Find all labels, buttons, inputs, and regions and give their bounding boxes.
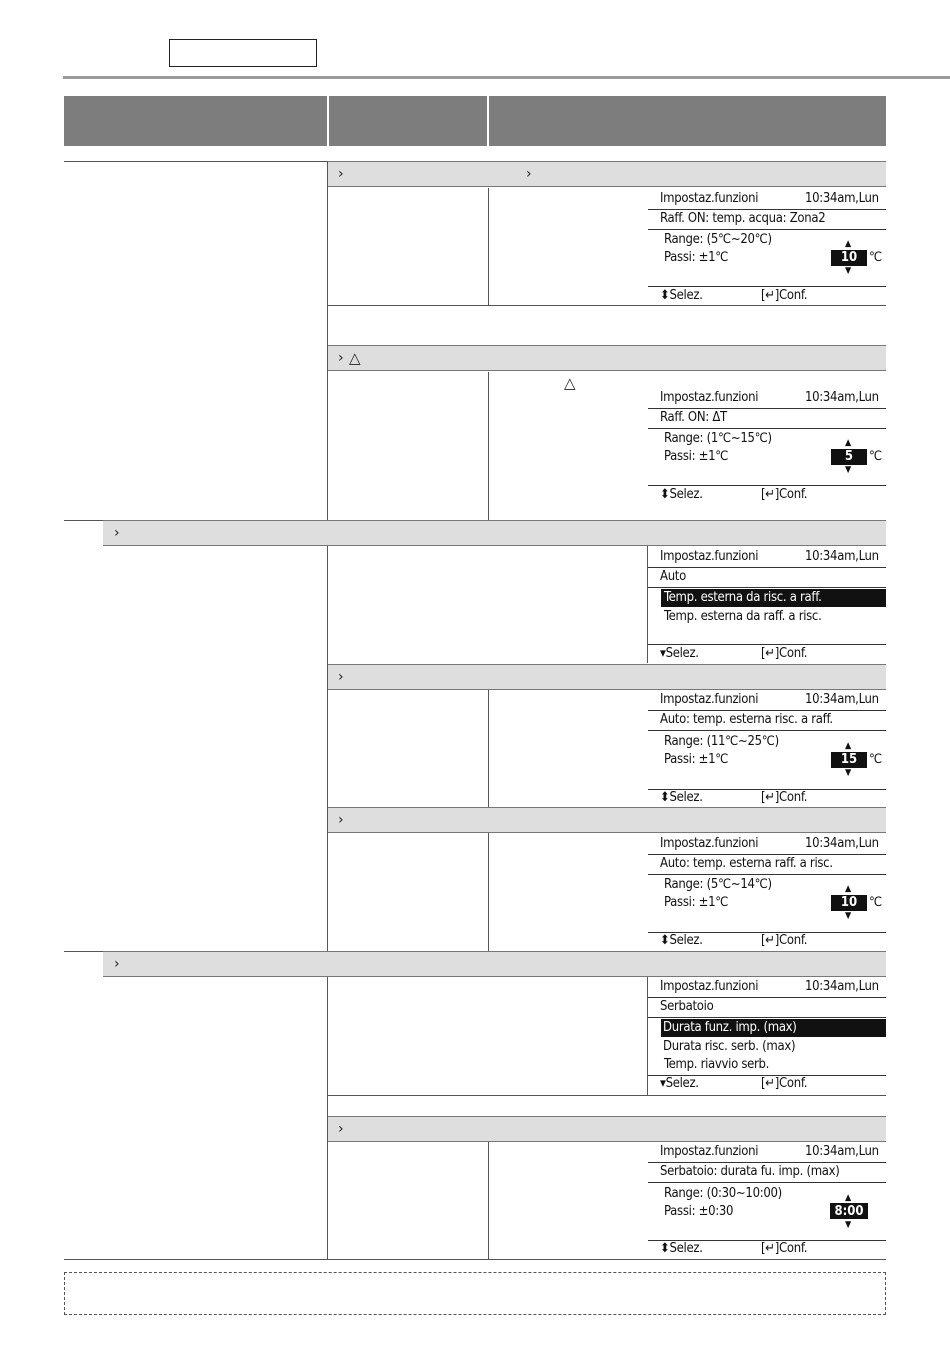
up-down-icon: ⬍ — [660, 790, 670, 805]
header-divider — [327, 96, 329, 146]
screen-time: 10:34am,Lun — [805, 692, 879, 707]
chevron-icon: › — [338, 812, 344, 828]
footer-select-label: Selez. — [669, 790, 703, 805]
chevron-icon: › — [338, 166, 344, 182]
screen-time: 10:34am,Lun — [805, 191, 879, 206]
screen-time: 10:34am,Lun — [805, 390, 879, 405]
menu-option[interactable]: Durata risc. serb. (max) — [663, 1039, 796, 1054]
screen-subtitle: Serbatoio — [660, 999, 714, 1014]
column-divider — [327, 546, 328, 951]
screen-rule — [648, 428, 886, 429]
value-box: 15 — [831, 752, 867, 768]
lcd-screen — [648, 389, 886, 501]
arrow-down-icon: ▼ — [845, 911, 852, 921]
screen-time: 10:34am,Lun — [805, 549, 879, 564]
triangle-icon: △ — [564, 374, 576, 392]
arrow-up-icon: ▲ — [845, 741, 852, 751]
screen-title: Impostaz.funzioni — [660, 390, 759, 405]
down-icon: ▾ — [660, 646, 666, 661]
footer-select — [660, 1075, 699, 1093]
lcd-screen — [648, 190, 886, 302]
table-header — [64, 96, 886, 146]
arrow-down-icon: ▼ — [845, 465, 852, 475]
chevron-icon: › — [338, 1121, 344, 1137]
path-bar — [103, 520, 886, 546]
path-bar — [328, 161, 886, 187]
screen-subtitle: Raff. ON: temp. acqua: Zona2 — [660, 211, 826, 226]
section-label-box — [169, 39, 317, 67]
range-text: Range: (1℃~15℃) — [664, 431, 772, 446]
step-text: Passi: ±1℃ — [664, 895, 729, 910]
screen-title: Impostaz.funzioni — [660, 1144, 759, 1159]
column-divider — [488, 188, 489, 306]
footer-select — [660, 287, 703, 305]
footer-select — [660, 932, 703, 950]
screen-time: 10:34am,Lun — [805, 1144, 879, 1159]
footer-select-label: Selez. — [669, 1241, 703, 1256]
column-divider — [488, 372, 489, 520]
value-box: 5 — [831, 449, 867, 465]
step-text: Passi: ±1℃ — [664, 250, 729, 265]
chevron-icon: › — [526, 166, 532, 182]
note-box — [64, 1272, 886, 1315]
footer-confirm: [↵]Conf. — [761, 487, 808, 502]
screen-rule — [648, 587, 886, 588]
screen-subtitle: Raff. ON: ΔT — [660, 410, 727, 425]
step-text: Passi: ±0:30 — [664, 1204, 734, 1219]
lcd-screen — [648, 691, 886, 806]
column-divider — [488, 690, 489, 807]
path-bar — [328, 1116, 886, 1142]
range-text: Range: (0:30~10:00) — [664, 1186, 782, 1201]
unit-text: ℃ — [869, 250, 882, 265]
arrow-up-icon: ▲ — [845, 1193, 852, 1203]
menu-option[interactable]: Temp. esterna da raff. a risc. — [664, 609, 822, 624]
screen-subtitle: Auto — [660, 569, 686, 584]
chevron-icon: › — [114, 956, 120, 972]
path-bar — [103, 951, 886, 977]
top-rule — [63, 76, 950, 79]
column-divider — [488, 1142, 489, 1259]
arrow-down-icon: ▼ — [845, 1220, 852, 1230]
screen-subtitle: Serbatoio: durata fu. imp. (max) — [660, 1164, 840, 1179]
screen-title: Impostaz.funzioni — [660, 979, 759, 994]
value-box: 10 — [831, 895, 867, 911]
arrow-up-icon: ▲ — [845, 239, 852, 249]
screen-subtitle: Auto: temp. esterna risc. a raff. — [660, 712, 833, 727]
screen-title: Impostaz.funzioni — [660, 191, 759, 206]
footer-select-label: Selez. — [665, 646, 699, 661]
down-icon: ▾ — [660, 1076, 666, 1091]
chevron-icon: › — [338, 350, 344, 366]
footer-confirm: [↵]Conf. — [761, 646, 808, 661]
range-text: Range: (11℃~25℃) — [664, 734, 779, 749]
footer-confirm: [↵]Conf. — [761, 790, 808, 805]
screen-time: 10:34am,Lun — [805, 979, 879, 994]
value-box: 8:00 — [830, 1203, 868, 1219]
column-divider — [327, 161, 328, 520]
range-text: Range: (5℃~14℃) — [664, 877, 772, 892]
lcd-screen — [648, 1143, 886, 1258]
screen-rule — [648, 229, 886, 230]
footer-select — [660, 645, 699, 663]
footer-select — [660, 486, 703, 504]
footer-select-label: Selez. — [669, 288, 703, 303]
lcd-screen — [648, 978, 886, 1094]
step-text: Passi: ±1℃ — [664, 449, 729, 464]
screen-subtitle: Auto: temp. esterna raff. a risc. — [660, 856, 833, 871]
footer-confirm: [↵]Conf. — [761, 1076, 808, 1091]
screen-title: Impostaz.funzioni — [660, 549, 759, 564]
footer-select — [660, 789, 703, 807]
column-divider — [488, 833, 489, 951]
header-divider — [487, 96, 489, 146]
up-down-icon: ⬍ — [660, 1241, 670, 1256]
screen-rule — [648, 730, 886, 731]
arrow-down-icon: ▼ — [845, 768, 852, 778]
footer-select-label: Selez. — [669, 933, 703, 948]
step-text: Passi: ±1℃ — [664, 752, 729, 767]
screen-time: 10:34am,Lun — [805, 836, 879, 851]
screen-rule — [648, 1182, 886, 1183]
screen-title: Impostaz.funzioni — [660, 692, 759, 707]
footer-confirm: [↵]Conf. — [761, 933, 808, 948]
screen-rule — [648, 874, 886, 875]
range-text: Range: (5℃~20℃) — [664, 232, 772, 247]
up-down-icon: ⬍ — [660, 933, 670, 948]
path-bar — [328, 664, 886, 690]
unit-text: ℃ — [869, 449, 882, 464]
lcd-screen — [648, 548, 886, 663]
path-bar — [328, 807, 886, 833]
menu-option-selected[interactable]: Durata funz. imp. (max) — [661, 1019, 886, 1037]
triangle-icon: △ — [349, 349, 361, 367]
menu-option-selected[interactable]: Temp. esterna da risc. a raff. — [661, 589, 886, 607]
chevron-icon: › — [114, 525, 120, 541]
footer-select — [660, 1240, 703, 1258]
up-down-icon: ⬍ — [660, 487, 670, 502]
unit-text: ℃ — [869, 895, 882, 910]
row-divider — [328, 305, 886, 306]
arrow-down-icon: ▼ — [845, 266, 852, 276]
path-bar — [328, 345, 886, 371]
footer-select-label: Selez. — [669, 487, 703, 502]
chevron-icon: › — [338, 669, 344, 685]
arrow-up-icon: ▲ — [845, 884, 852, 894]
row-divider — [328, 1095, 886, 1096]
unit-text: ℃ — [869, 752, 882, 767]
footer-select-label: Selez. — [665, 1076, 699, 1091]
menu-option[interactable]: Temp. riavvio serb. — [664, 1057, 770, 1072]
value-box: 10 — [831, 250, 867, 266]
screen-title: Impostaz.funzioni — [660, 836, 759, 851]
table-bottom-rule — [64, 1259, 886, 1260]
footer-confirm: [↵]Conf. — [761, 288, 808, 303]
screen-rule — [648, 1017, 886, 1018]
up-down-icon: ⬍ — [660, 288, 670, 303]
arrow-up-icon: ▲ — [845, 438, 852, 448]
lcd-screen — [648, 835, 886, 950]
footer-confirm: [↵]Conf. — [761, 1241, 808, 1256]
